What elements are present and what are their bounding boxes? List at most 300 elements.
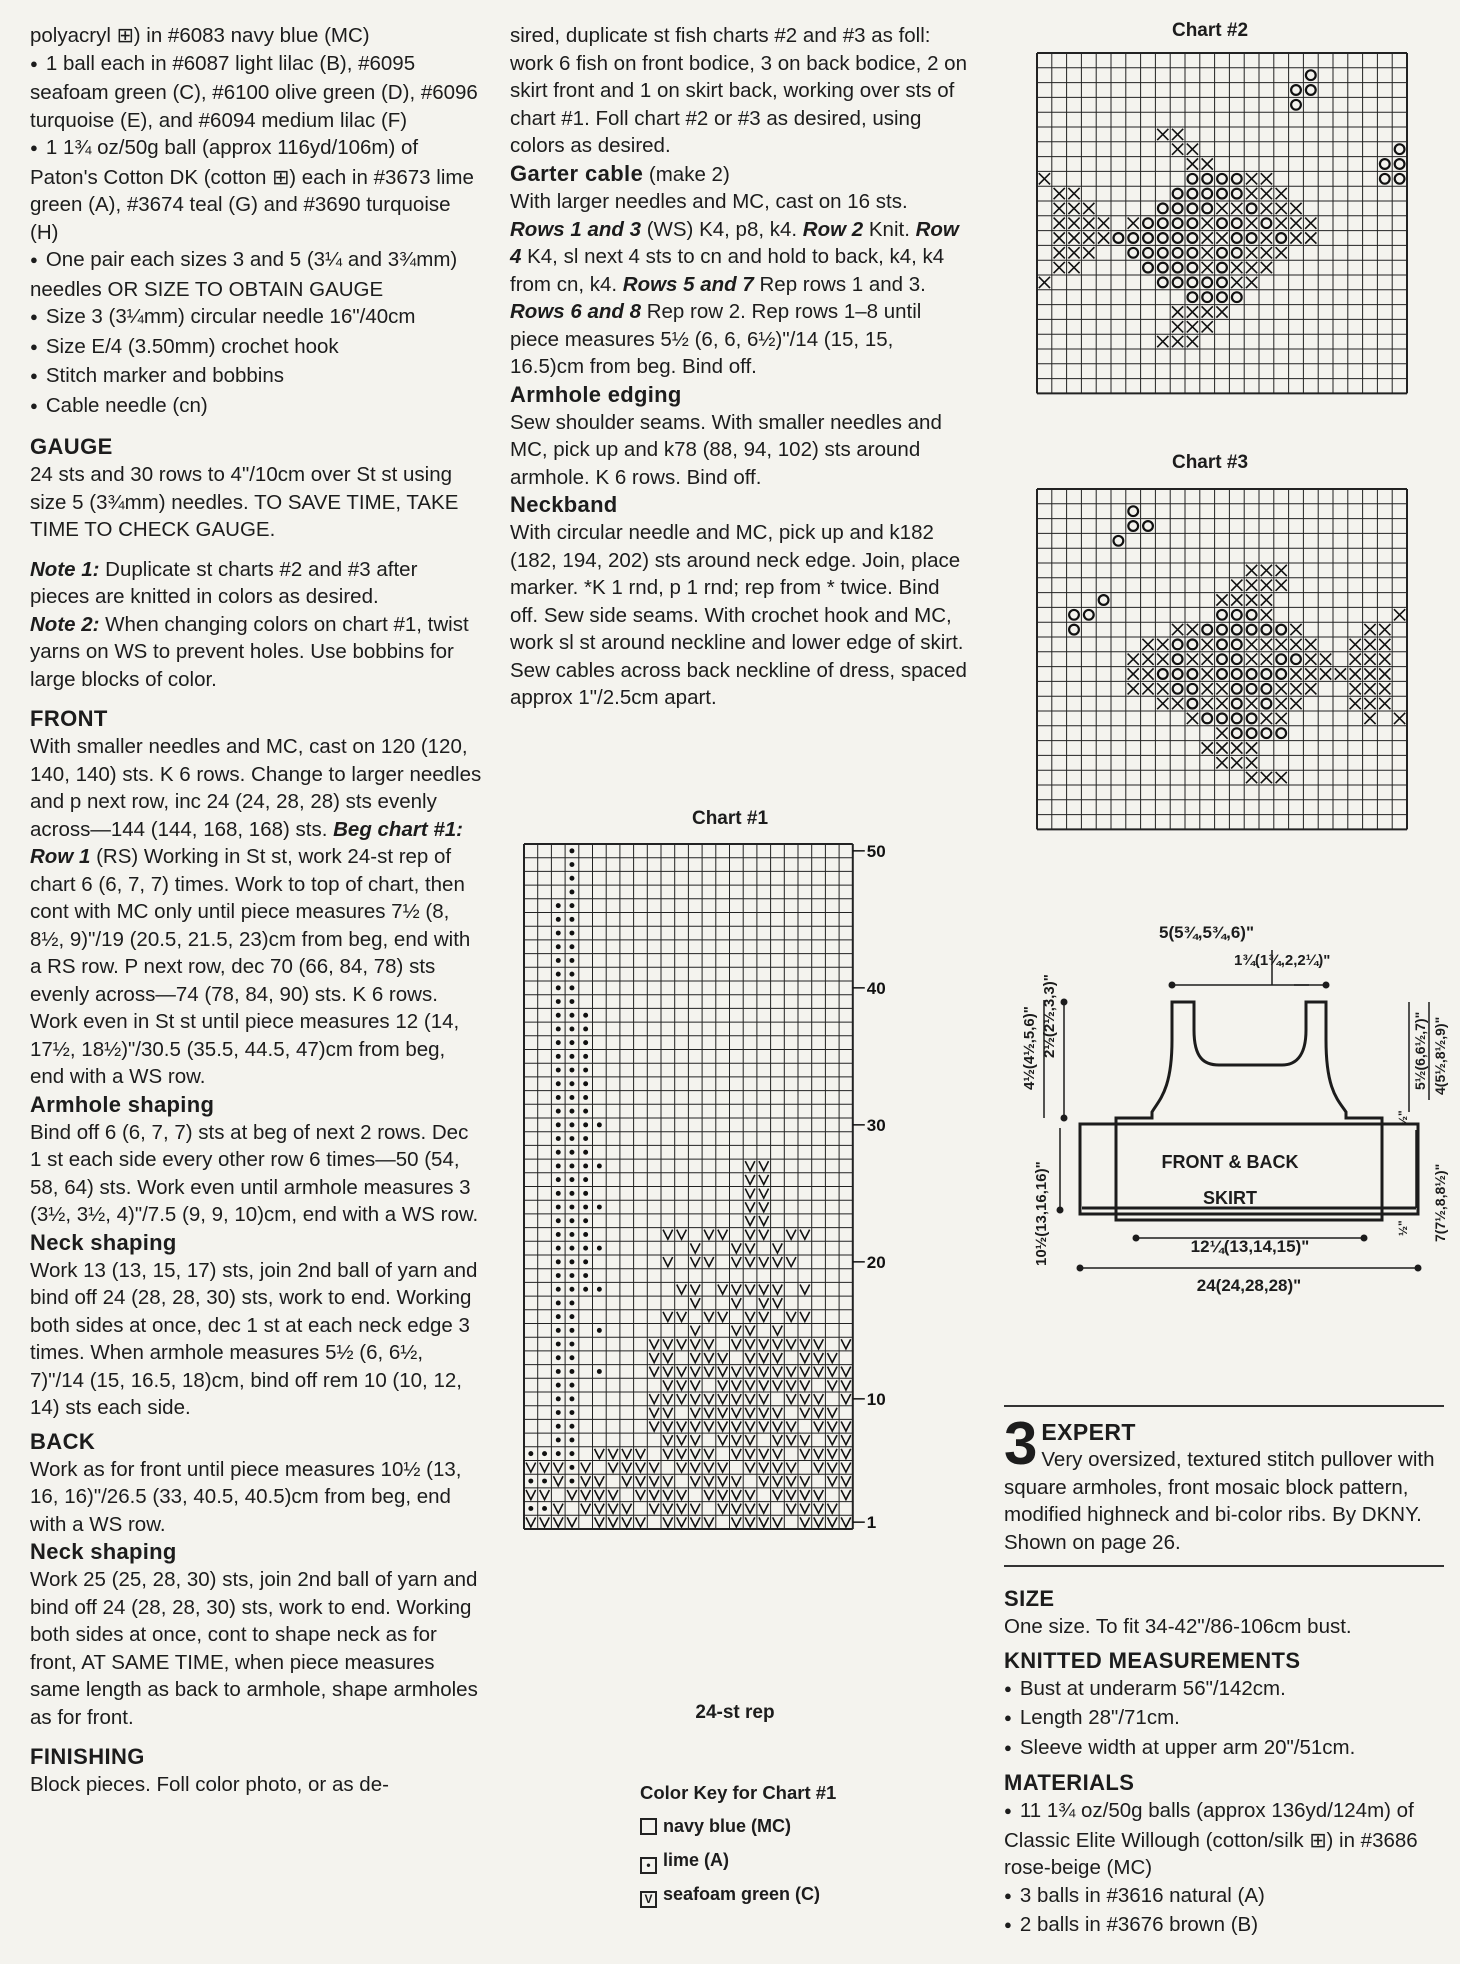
- skill-level-number: 3: [1004, 1410, 1038, 1477]
- x-stitch-mark: [1246, 698, 1257, 709]
- x-stitch-mark: [1246, 580, 1257, 591]
- o-stitch-mark: [1143, 233, 1153, 243]
- x-stitch-mark: [1246, 565, 1257, 576]
- chart-2-title: Chart #2: [1171, 20, 1249, 41]
- o-stitch-mark: [1173, 233, 1183, 243]
- chart-1-row-label: 1: [866, 1513, 877, 1533]
- v-stitch-mark: [663, 1312, 673, 1322]
- x-stitch-mark: [1187, 713, 1198, 724]
- v-stitch-mark: [622, 1476, 632, 1486]
- o-stitch-mark: [1232, 174, 1242, 184]
- x-stitch-mark: [1276, 713, 1287, 724]
- x-stitch-mark: [1261, 262, 1272, 273]
- v-stitch-mark: [759, 1353, 769, 1363]
- v-stitch-mark: [704, 1490, 714, 1500]
- x-stitch-mark: [1142, 639, 1153, 650]
- x-stitch-mark: [1187, 144, 1198, 155]
- x-stitch-mark: [1202, 698, 1213, 709]
- x-stitch-mark: [1305, 232, 1316, 243]
- v-stitch-mark: [745, 1380, 755, 1390]
- x-stitch-mark: [1379, 683, 1390, 694]
- v-stitch-mark: [732, 1394, 742, 1404]
- x-stitch-mark: [1068, 188, 1079, 199]
- v-stitch-mark: [663, 1504, 673, 1514]
- v-stitch-mark: [814, 1449, 824, 1459]
- dot-stitch-mark: [569, 1191, 574, 1196]
- color-key-title: Color Key for Chart #1: [640, 1782, 837, 1803]
- o-stitch-mark: [1173, 654, 1183, 664]
- x-stitch-mark: [1276, 639, 1287, 650]
- x-stitch-mark: [1142, 683, 1153, 694]
- x-stitch-mark: [1305, 668, 1316, 679]
- v-stitch-mark: [718, 1230, 728, 1240]
- o-stitch-mark: [1158, 278, 1168, 288]
- v-stitch-mark: [608, 1504, 618, 1514]
- v-stitch-mark: [732, 1326, 742, 1336]
- o-stitch-mark: [1217, 714, 1227, 724]
- o-stitch-mark: [1247, 669, 1257, 679]
- o-stitch-mark: [1395, 144, 1405, 154]
- o-stitch-mark: [1069, 625, 1079, 635]
- v-stitch-mark: [773, 1517, 783, 1527]
- skill-level-block: [1004, 1410, 1456, 1556]
- x-stitch-mark: [1246, 742, 1257, 753]
- dot-stitch-mark: [569, 999, 574, 1004]
- v-stitch-mark: [595, 1449, 605, 1459]
- v-stitch-mark: [800, 1435, 810, 1445]
- dot-stitch-mark: [569, 1205, 574, 1210]
- x-stitch-mark: [1128, 668, 1139, 679]
- v-stitch-mark: [608, 1517, 618, 1527]
- dot-stitch-mark: [556, 1342, 561, 1347]
- v-stitch-mark: [553, 1504, 563, 1514]
- v-stitch-mark: [690, 1367, 700, 1377]
- v-stitch-mark: [690, 1504, 700, 1514]
- dot-stitch-mark: [569, 931, 574, 936]
- v-stitch-mark: [649, 1504, 659, 1514]
- x-stitch-mark: [1246, 639, 1257, 650]
- dot-stitch-mark: [569, 1451, 574, 1456]
- x-stitch-mark: [1202, 683, 1213, 694]
- x-stitch-mark: [1364, 683, 1375, 694]
- o-stitch-mark: [1380, 159, 1390, 169]
- v-stitch-mark: [677, 1394, 687, 1404]
- v-stitch-mark: [690, 1284, 700, 1294]
- v-stitch-mark: [814, 1408, 824, 1418]
- v-stitch-mark: [814, 1504, 824, 1514]
- o-stitch-mark: [1188, 233, 1198, 243]
- chart-1-row-label: 10: [866, 1389, 886, 1409]
- v-stitch-mark: [745, 1339, 755, 1349]
- dot-stitch-mark: [569, 1342, 574, 1347]
- x-stitch-mark: [1290, 683, 1301, 694]
- v-stitch-mark: [827, 1367, 837, 1377]
- x-stitch-mark: [1039, 277, 1050, 288]
- x-stitch-mark: [1246, 218, 1257, 229]
- v-stitch-mark: [732, 1339, 742, 1349]
- o-stitch-mark: [1158, 263, 1168, 273]
- v-stitch-mark: [649, 1490, 659, 1500]
- v-stitch-mark: [773, 1408, 783, 1418]
- o-stitch-mark: [1202, 625, 1212, 635]
- x-stitch-mark: [1202, 654, 1213, 665]
- v-stitch-mark: [622, 1449, 632, 1459]
- dot-stitch-mark: [569, 1246, 574, 1251]
- v-stitch-mark: [827, 1476, 837, 1486]
- x-stitch-mark: [1054, 188, 1065, 199]
- v-stitch-mark: [718, 1421, 728, 1431]
- o-stitch-mark: [1128, 233, 1138, 243]
- v-stitch-mark: [663, 1517, 673, 1527]
- x-stitch-mark: [1202, 321, 1213, 332]
- v-stitch-mark: [773, 1449, 783, 1459]
- v-stitch-mark: [663, 1476, 673, 1486]
- o-stitch-mark: [1217, 654, 1227, 664]
- v-stitch-mark: [649, 1353, 659, 1363]
- garment-schematic: [1004, 890, 1460, 1330]
- v-stitch-mark: [745, 1408, 755, 1418]
- v-stitch-mark: [704, 1367, 714, 1377]
- x-stitch-mark: [1290, 624, 1301, 635]
- dot-stitch-mark: [583, 1191, 588, 1196]
- v-stitch-mark: [718, 1394, 728, 1404]
- x-stitch-mark: [1276, 580, 1287, 591]
- dot-stitch-mark: [583, 1054, 588, 1059]
- v-stitch-mark: [827, 1353, 837, 1363]
- skirt-left-label: 10½(13,16,16)": [1033, 1161, 1050, 1266]
- dot-stitch-mark: [569, 1273, 574, 1278]
- v-stitch-mark: [773, 1367, 783, 1377]
- v-stitch-mark: [718, 1476, 728, 1486]
- v-stitch-mark: [841, 1421, 851, 1431]
- v-stitch-mark: [636, 1476, 646, 1486]
- v-stitch-mark: [786, 1312, 796, 1322]
- x-stitch-mark: [1276, 772, 1287, 783]
- v-stitch-mark: [677, 1421, 687, 1431]
- v-stitch-mark: [759, 1202, 769, 1212]
- dot-stitch-mark: [569, 1300, 574, 1305]
- dot-stitch-mark: [569, 1163, 574, 1168]
- v-stitch-mark: [800, 1449, 810, 1459]
- o-stitch-mark: [1128, 248, 1138, 258]
- x-stitch-mark: [1364, 654, 1375, 665]
- v-stitch-mark: [718, 1490, 728, 1500]
- v-stitch-mark: [759, 1421, 769, 1431]
- v-stitch-mark: [759, 1408, 769, 1418]
- materials-continued: [30, 22, 482, 421]
- o-stitch-mark: [1202, 714, 1212, 724]
- x-stitch-mark: [1305, 654, 1316, 665]
- x-stitch-mark: [1231, 594, 1242, 605]
- measurement-item: ● Length 28"/71cm.: [1004, 1704, 1456, 1734]
- v-stitch-mark: [745, 1161, 755, 1171]
- v-stitch-mark: [773, 1380, 783, 1390]
- dot-stitch-mark: [556, 958, 561, 963]
- x-stitch-mark: [1364, 713, 1375, 724]
- v-stitch-mark: [773, 1421, 783, 1431]
- v-stitch-mark: [745, 1243, 755, 1253]
- garter-row-2: Row 2: [802, 217, 864, 241]
- x-stitch-mark: [1261, 247, 1272, 258]
- dot-stitch-mark: [569, 1410, 574, 1415]
- note-2-text: When changing colors on chart #1, twist yarns on WS to prevent holes. Use bobbins for large blocks of color.: [30, 612, 469, 691]
- v-stitch-mark: [636, 1449, 646, 1459]
- dot-stitch-mark: [569, 985, 574, 990]
- v-stitch-mark: [690, 1394, 700, 1404]
- dot-stitch-mark: [583, 1150, 588, 1155]
- note-1-label: Note 1:: [30, 557, 100, 581]
- dot-stitch-mark: [556, 1218, 561, 1223]
- o-stitch-mark: [1217, 669, 1227, 679]
- x-stitch-mark: [1379, 668, 1390, 679]
- o-stitch-mark: [1232, 189, 1242, 199]
- dot-stitch-mark: [556, 1451, 561, 1456]
- o-stitch-mark: [1202, 278, 1212, 288]
- dot-stitch-mark: [569, 1259, 574, 1264]
- v-stitch-mark: [595, 1504, 605, 1514]
- v-stitch-mark: [814, 1353, 824, 1363]
- v-stitch-mark: [745, 1394, 755, 1404]
- materials-heading: MATERIALS: [1004, 1770, 1135, 1795]
- dot-swatch-icon: •: [640, 1857, 657, 1874]
- x-stitch-mark: [1054, 218, 1065, 229]
- column-left: [30, 22, 482, 1799]
- v-stitch-mark: [759, 1504, 769, 1514]
- x-stitch-mark: [1261, 594, 1272, 605]
- v-stitch-mark: [581, 1476, 591, 1486]
- dim-dot: [1061, 999, 1068, 1006]
- o-stitch-mark: [1232, 233, 1242, 243]
- half-inch-label-b: ½": [1396, 1220, 1410, 1236]
- x-stitch-mark: [1246, 262, 1257, 273]
- o-stitch-mark: [1247, 625, 1257, 635]
- chart-1-row-label: 30: [866, 1115, 886, 1135]
- v-stitch-mark: [841, 1394, 851, 1404]
- x-stitch-mark: [1305, 639, 1316, 650]
- o-stitch-mark: [1232, 684, 1242, 694]
- v-stitch-mark: [567, 1490, 577, 1500]
- dot-stitch-mark: [583, 1246, 588, 1251]
- x-stitch-mark: [1054, 247, 1065, 258]
- x-stitch-mark: [1261, 713, 1272, 724]
- v-stitch-mark: [841, 1339, 851, 1349]
- o-stitch-mark: [1217, 278, 1227, 288]
- x-stitch-mark: [1246, 654, 1257, 665]
- v-stitch-mark: [649, 1476, 659, 1486]
- v-stitch-mark: [690, 1421, 700, 1431]
- o-stitch-mark: [1202, 204, 1212, 214]
- skirt-label: SKIRT: [1203, 1188, 1257, 1208]
- size-text: One size. To fit 34-42"/86-106cm bust.: [1004, 1615, 1352, 1638]
- v-stitch-mark: [773, 1463, 783, 1473]
- o-stitch-mark: [1217, 263, 1227, 273]
- v-stitch-mark: [718, 1312, 728, 1322]
- v-stitch-mark: [732, 1284, 742, 1294]
- x-stitch-mark: [1216, 203, 1227, 214]
- o-stitch-mark: [1158, 669, 1168, 679]
- dot-stitch-mark: [556, 1273, 561, 1278]
- x-stitch-mark: [1054, 203, 1065, 214]
- x-stitch-mark: [1379, 654, 1390, 665]
- dot-stitch-mark: [583, 1218, 588, 1223]
- dot-stitch-mark: [556, 1122, 561, 1127]
- materials-item: ● Size E/4 (3.50mm) crochet hook: [30, 333, 482, 363]
- dot-stitch-mark: [583, 1081, 588, 1086]
- v-stitch-mark: [773, 1257, 783, 1267]
- v-stitch-mark: [786, 1490, 796, 1500]
- o-stitch-mark: [1158, 233, 1168, 243]
- dot-stitch-mark: [556, 1259, 561, 1264]
- o-stitch-mark: [1262, 669, 1272, 679]
- v-stitch-mark: [773, 1476, 783, 1486]
- dot-stitch-mark: [556, 1424, 561, 1429]
- v-stitch-mark: [663, 1490, 673, 1500]
- v-stitch-mark: [704, 1476, 714, 1486]
- v-stitch-mark: [595, 1476, 605, 1486]
- o-stitch-mark: [1232, 714, 1242, 724]
- v-stitch-mark: [759, 1463, 769, 1473]
- v-stitch-mark: [745, 1449, 755, 1459]
- dot-stitch-mark: [583, 1122, 588, 1127]
- o-stitch-mark: [1247, 204, 1257, 214]
- dot-stitch-mark: [556, 1355, 561, 1360]
- o-stitch-mark: [1247, 714, 1257, 724]
- dot-stitch-mark: [556, 903, 561, 908]
- garter-cable-note: (make 2): [643, 162, 730, 186]
- v-stitch-mark: [732, 1243, 742, 1253]
- dim-dot: [1061, 1115, 1068, 1122]
- dot-stitch-mark: [583, 1040, 588, 1045]
- neckband-text: With circular needle and MC, pick up and k182 (182, 194, 202) sts around neck edge. Join, place marker. *K 1 rnd, p 1 rnd; rep from * twice. Bind off. Sew side seams. With crochet hook and MC, work sl st around neckline and lower edge of skirt. Sew cables across back neckline of dress, spaced approx 1"/2.5cm apart.: [510, 521, 967, 709]
- v-stitch-mark: [759, 1189, 769, 1199]
- garter-cable-title: [510, 160, 968, 189]
- dim-dot: [1057, 1207, 1064, 1214]
- v-stitch-mark: [677, 1230, 687, 1240]
- dot-stitch-mark: [556, 1040, 561, 1045]
- v-stitch-mark: [786, 1435, 796, 1445]
- v-stitch-mark: [773, 1243, 783, 1253]
- color-key-item-c: [640, 1884, 820, 1908]
- x-stitch-mark: [1187, 321, 1198, 332]
- chart-1-row-label: 50: [866, 841, 886, 861]
- o-stitch-mark: [1188, 218, 1198, 228]
- o-stitch-mark: [1247, 684, 1257, 694]
- x-stitch-mark: [1364, 624, 1375, 635]
- v-stitch-mark: [677, 1504, 687, 1514]
- v-stitch-mark: [553, 1463, 563, 1473]
- v-stitch-mark: [732, 1408, 742, 1418]
- x-stitch-mark: [1290, 218, 1301, 229]
- x-stitch-mark: [1216, 306, 1227, 317]
- v-stitch-mark: [745, 1490, 755, 1500]
- o-stitch-mark: [1158, 218, 1168, 228]
- dot-stitch-mark: [569, 876, 574, 881]
- o-stitch-mark: [1188, 669, 1198, 679]
- o-stitch-mark: [1158, 248, 1168, 258]
- o-stitch-mark: [1188, 684, 1198, 694]
- v-stitch-mark: [800, 1408, 810, 1418]
- x-stitch-mark: [1350, 683, 1361, 694]
- dot-stitch-mark: [556, 931, 561, 936]
- v-stitch-mark: [773, 1284, 783, 1294]
- o-stitch-mark: [1173, 669, 1183, 679]
- dot-stitch-mark: [569, 1355, 574, 1360]
- o-stitch-mark: [1173, 684, 1183, 694]
- x-stitch-mark: [1246, 247, 1257, 258]
- dot-stitch-mark: [569, 1287, 574, 1292]
- v-stitch-mark: [745, 1463, 755, 1473]
- v-stitch-mark: [759, 1367, 769, 1377]
- column-middle: [510, 22, 968, 712]
- left-outer-label: 4½(4½,5,6)": [1021, 1006, 1038, 1090]
- o-stitch-mark: [1217, 248, 1227, 258]
- x-stitch-mark: [1216, 683, 1227, 694]
- v-stitch-mark: [732, 1517, 742, 1527]
- x-stitch-mark: [1172, 321, 1183, 332]
- v-stitch-mark: [827, 1380, 837, 1390]
- neck-text: Work 13 (13, 15, 17) sts, join 2nd ball of yarn and bind off 24 (28, 28, 30) sts, work to end. Working both sides at once, dec 1 st at each neck edge 3 times. When armhole measures 5½ (6, 6½, 7)"/14 (15, 16.5, 18)cm, bind off rem 10 (10, 12, 14) sts each side.: [30, 1258, 478, 1419]
- v-stitch-mark: [526, 1490, 536, 1500]
- v-stitch-mark: [800, 1476, 810, 1486]
- dot-stitch-mark: [597, 1328, 602, 1333]
- v-stitch-mark: [786, 1421, 796, 1431]
- dot-stitch-mark: [556, 1136, 561, 1141]
- o-stitch-mark: [1188, 292, 1198, 302]
- v-stitch-mark: [759, 1161, 769, 1171]
- x-stitch-mark: [1187, 654, 1198, 665]
- x-stitch-mark: [1290, 203, 1301, 214]
- v-stitch-mark: [663, 1339, 673, 1349]
- x-stitch-mark: [1350, 668, 1361, 679]
- note-2: [30, 611, 482, 694]
- x-stitch-mark: [1394, 609, 1405, 620]
- dot-stitch-mark: [569, 1314, 574, 1319]
- materials-line: polyacryl ⊞) in #6083 navy blue (MC): [30, 24, 370, 47]
- dot-stitch-mark: [583, 1259, 588, 1264]
- dot-stitch-mark: [556, 1205, 561, 1210]
- v-stitch-mark: [704, 1421, 714, 1431]
- dot-stitch-mark: [583, 1205, 588, 1210]
- v-stitch-mark: [773, 1326, 783, 1336]
- dot-stitch-mark: [569, 944, 574, 949]
- dot-stitch-mark: [569, 1109, 574, 1114]
- o-stitch-mark: [1143, 248, 1153, 258]
- v-stitch-mark: [759, 1216, 769, 1226]
- x-stitch-mark: [1202, 742, 1213, 753]
- o-stitch-mark: [1262, 218, 1272, 228]
- measurements-heading: KNITTED MEASUREMENTS: [1004, 1647, 1301, 1673]
- v-stitch-mark: [732, 1435, 742, 1445]
- x-stitch-mark: [1083, 232, 1094, 243]
- dot-stitch-mark: [569, 917, 574, 922]
- left-inner-label: 2½(2½,3,3)": [1041, 974, 1058, 1058]
- dot-stitch-mark: [569, 972, 574, 977]
- o-stitch-mark: [1202, 174, 1212, 184]
- o-stitch-mark: [1173, 189, 1183, 199]
- dot-stitch-mark: [569, 1369, 574, 1374]
- x-stitch-mark: [1335, 668, 1346, 679]
- o-stitch-mark: [1114, 536, 1124, 546]
- v-stitch-mark: [759, 1284, 769, 1294]
- dot-stitch-mark: [556, 1328, 561, 1333]
- note-1-text: Duplicate st charts #2 and #3 after pieces are knitted in colors as desired.: [30, 557, 418, 608]
- back-heading: BACK: [30, 1428, 96, 1454]
- v-stitch-mark: [814, 1490, 824, 1500]
- x-stitch-mark: [1068, 232, 1079, 243]
- dot-stitch-mark: [556, 1054, 561, 1059]
- x-stitch-mark: [1231, 757, 1242, 768]
- front-text-a: With smaller needles and MC, cast on 120 (120, 140, 140) sts. K 6 rows. Change to larger needles and p next row, inc 24 (24, 28, 28) sts evenly across—144 (144, 168, 168) sts.: [30, 735, 482, 841]
